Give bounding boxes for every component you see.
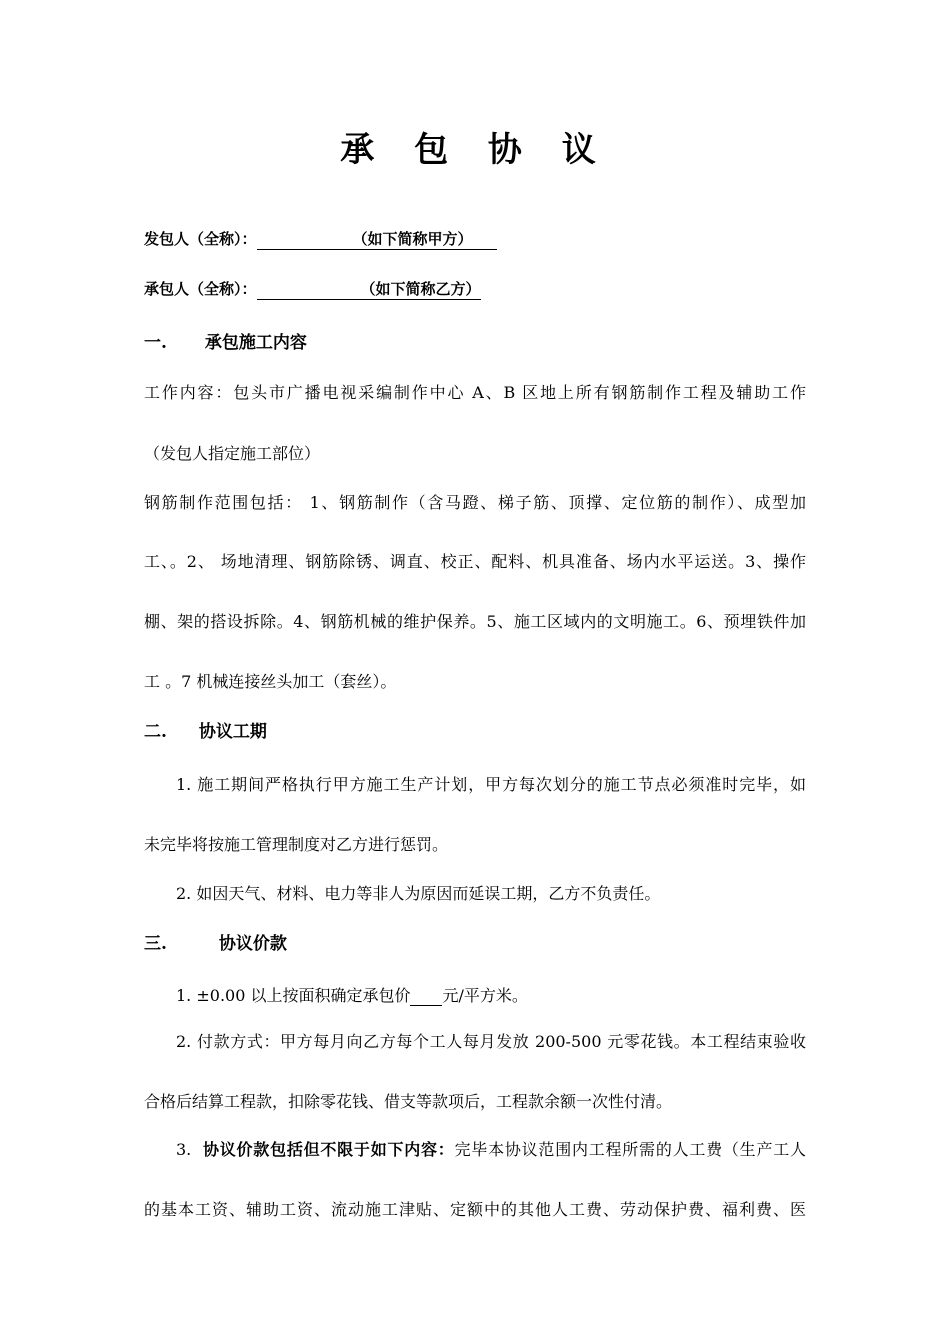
section1-line: 棚、架的搭设拆除。4、钢筋机械的维护保养。5、施工区域内的文明施工。6、预埋铁件加 <box>144 612 806 631</box>
section2-line: 未完毕将按施工管理制度对乙方进行惩罚。 <box>144 835 449 854</box>
section3-line: 合格后结算工程款，扣除零花钱、借支等款项后，工程款余额一次性付清。 <box>144 1092 673 1111</box>
section1-line: （发包人指定施工部位） <box>144 444 321 463</box>
section1-title: 承包施工内容 <box>204 333 307 353</box>
employer-line <box>144 228 497 250</box>
section1-line: 钢筋制作范围包括： 1、钢筋制作（含马蹬、梯子筋、顶撑、定位筋的制作）、成型加 <box>144 493 806 512</box>
contractor-label: 承包人（全称）： <box>144 280 257 298</box>
section1-heading <box>144 328 307 353</box>
section1-number: 一. <box>144 333 167 353</box>
contractor-line <box>144 278 481 300</box>
section3-item3-number: 3. <box>176 1140 192 1159</box>
section1-line: 工 。7 机械连接丝头加工（套丝）。 <box>144 672 397 691</box>
section2-heading <box>144 717 267 742</box>
section3-item1-text: 1. ±0.00 以上按面积确定承包价 <box>176 986 411 1005</box>
section3-number: 三. <box>144 934 167 954</box>
section3-item3-bold: 协议价款包括但不限于如下内容： <box>202 1140 455 1159</box>
section2-item: 2. 如因天气、材料、电力等非人为原因而延误工期，乙方不负责任。 <box>176 884 661 903</box>
section3-item1-unit: 元/平方米。 <box>442 986 528 1005</box>
section2-number: 二. <box>144 722 167 742</box>
section3-line: 的基本工资、辅助工资、流动施工津贴、定额中的其他人工费、劳动保护费、福利费、医 <box>144 1200 806 1219</box>
document-title: 承 包 协 议 <box>340 130 610 170</box>
section1-line: 工作内容：包头市广播电视采编制作中心 A、B 区地上所有钢筋制作工程及辅助工作 <box>144 383 806 402</box>
employer-note: （如下简称甲方） <box>352 230 473 248</box>
section3-title: 协议价款 <box>218 934 287 954</box>
contractor-note: （如下简称乙方） <box>360 280 481 298</box>
section3-item3-rest: 完毕本协议范围内工程所需的人工费（生产工人 <box>454 1140 806 1159</box>
section3-item-3 <box>176 1137 806 1160</box>
employer-label: 发包人（全称）： <box>144 230 257 248</box>
section3-item-1 <box>176 983 528 1006</box>
unit-price-blank[interactable] <box>410 986 442 1006</box>
section3-heading <box>144 929 287 954</box>
section2-item: 1. 施工期间严格执行甲方施工生产计划，甲方每次划分的施工节点必须准时完毕，如 <box>176 775 806 794</box>
employer-name-blank[interactable] <box>257 228 497 250</box>
section2-title: 协议工期 <box>198 722 267 742</box>
section3-item-2: 2. 付款方式：甲方每月向乙方每个工人每月发放 200-500 元零花钱。本工程结束验收 <box>176 1032 806 1051</box>
contractor-name-blank[interactable] <box>257 278 481 300</box>
section1-line: 工、。2、 场地清理、钢筋除锈、调直、校正、配料、机具准备、场内水平运送。3、操作 <box>144 552 806 571</box>
